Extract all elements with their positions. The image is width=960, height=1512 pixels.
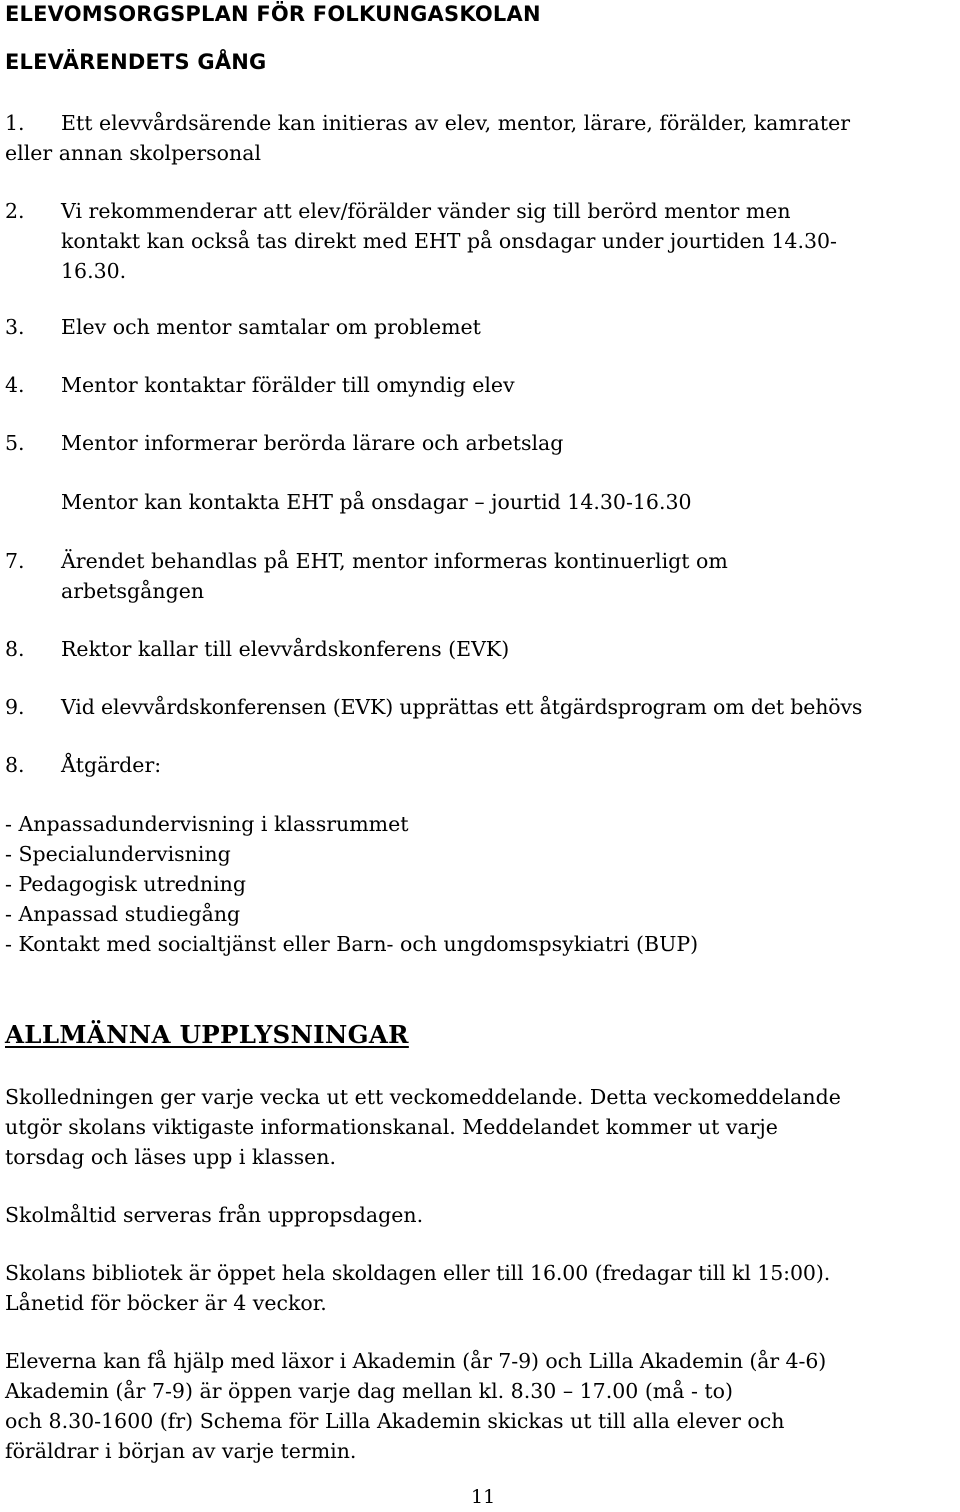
paragraph-line: Skolledningen ger varje vecka ut ett veckomeddelande. Detta veckomeddelande: [5, 1085, 841, 1109]
step-text-line: Mentor informerar berörda lärare och arbetslag: [61, 431, 564, 455]
paragraph-line: och 8.30-1600 (fr) Schema för Lilla Akademin skickas ut till alla elever och: [5, 1409, 785, 1433]
step-text-line: Rektor kallar till elevvårdskonferens (EVK): [61, 637, 510, 661]
list-item: - Anpassadundervisning i klassrummet: [5, 812, 409, 836]
section-title-case-process: ELEVÄRENDETS GÅNG: [5, 50, 267, 74]
list-item: - Specialundervisning: [5, 842, 231, 866]
paragraph-homework-help: [5, 1346, 826, 1466]
measures-list: [5, 809, 698, 959]
step-number: 7.: [5, 549, 25, 573]
step-text-line: Mentor kontaktar förälder till omyndig elev: [61, 373, 515, 397]
paragraph-line: Akademin (år 7-9) är öppen varje dag mellan kl. 8.30 – 17.00 (må - to): [5, 1379, 734, 1403]
step-text-line: kontakt kan också tas direkt med EHT på onsdagar under jourtiden 14.30-: [61, 229, 837, 253]
step-text-line: arbetsgången: [61, 579, 205, 603]
step-text-line: Åtgärder:: [61, 753, 162, 777]
page-number: 11: [471, 1486, 496, 1508]
step-text-line: Vi rekommenderar att elev/förälder vänder sig till berörd mentor men: [61, 199, 791, 223]
step-number: 5.: [5, 431, 25, 455]
step-text-line: 16.30.: [61, 259, 127, 283]
step-text-line: Vid elevvårdskonferensen (EVK) upprättas ett åtgärdsprogram om det behövs: [61, 695, 863, 719]
step-text-line: eller annan skolpersonal: [5, 141, 261, 165]
paragraph-line: Skolans bibliotek är öppet hela skoldagen eller till 16.00 (fredagar till kl 15:00).: [5, 1261, 831, 1285]
step-number: 4.: [5, 373, 25, 397]
paragraph-line: utgör skolans viktigaste informationskanal. Meddelandet kommer ut varje: [5, 1115, 778, 1139]
paragraph-school-meal: [5, 1200, 423, 1230]
step-text-line: Ärendet behandlas på EHT, mentor informeras kontinuerligt om: [61, 549, 728, 573]
paragraph-line: Skolmåltid serveras från uppropsdagen.: [5, 1203, 424, 1227]
paragraph-line: föräldrar i början av varje termin.: [5, 1439, 357, 1463]
step-number: 3.: [5, 315, 25, 339]
step-number: 9.: [5, 695, 25, 719]
list-item: - Kontakt med socialtjänst eller Barn- och ungdomspsykiatri (BUP): [5, 932, 699, 956]
paragraph-line: Eleverna kan få hjälp med läxor i Akademin (år 7-9) och Lilla Akademin (år 4-6): [5, 1349, 827, 1373]
list-item: - Pedagogisk utredning: [5, 872, 246, 896]
step-number: 2.: [5, 199, 25, 223]
document-page: [5, 0, 955, 1512]
section-heading-general-info: ALLMÄNNA UPPLYSNINGAR: [5, 1020, 409, 1049]
step-number: 1.: [5, 111, 25, 135]
step-text-line: Elev och mentor samtalar om problemet: [61, 315, 481, 339]
step-number: 8.: [5, 753, 25, 777]
paragraph-line: torsdag och läses upp i klassen.: [5, 1145, 337, 1169]
step-number: 8.: [5, 637, 25, 661]
document-title: ELEVOMSORGSPLAN FÖR FOLKUNGASKOLAN: [5, 2, 541, 26]
paragraph-library: [5, 1258, 830, 1318]
paragraph-line: Lånetid för böcker är 4 veckor.: [5, 1291, 327, 1315]
step-text-line: Ett elevvårdsärende kan initieras av elev, mentor, lärare, förälder, kamrater: [61, 111, 851, 135]
list-item: - Anpassad studiegång: [5, 902, 241, 926]
paragraph-weekly-notice: [5, 1082, 841, 1172]
step-text-line: Mentor kan kontakta EHT på onsdagar – jourtid 14.30-16.30: [61, 490, 692, 514]
